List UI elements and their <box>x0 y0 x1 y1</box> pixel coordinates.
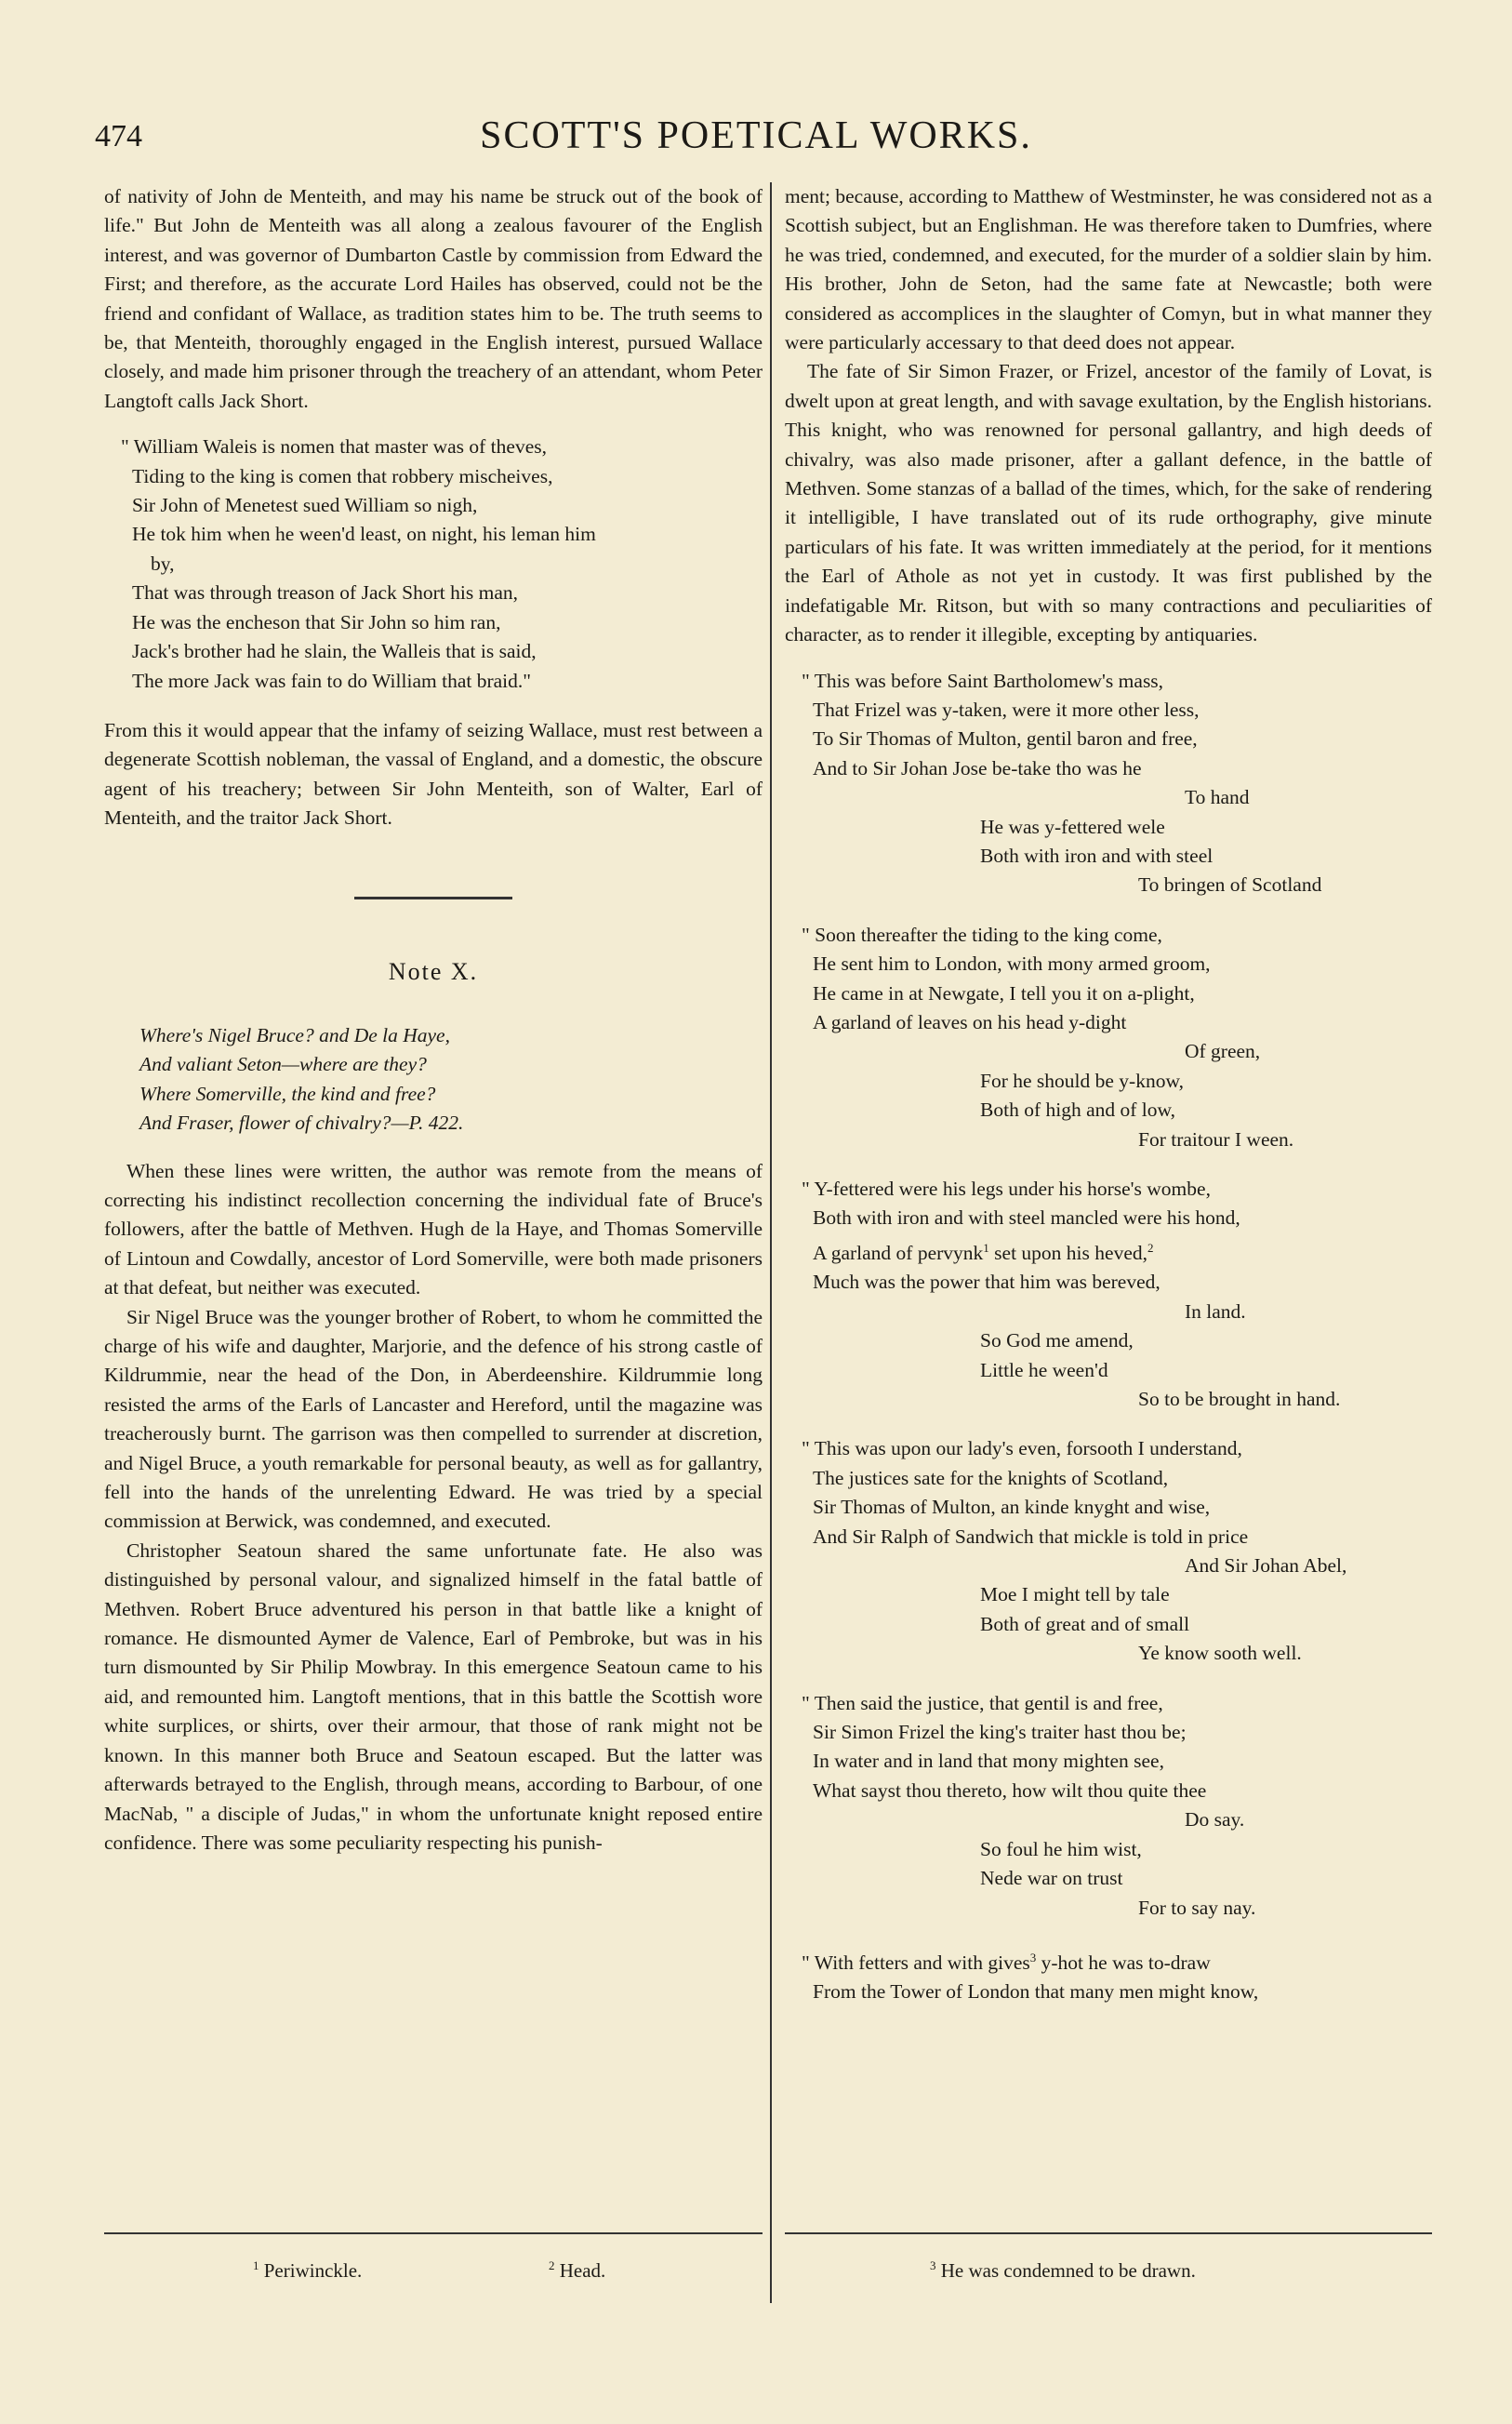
verse-line: He was y-fettered wele <box>980 815 1165 838</box>
footnote-number: 3 <box>930 2258 936 2272</box>
verse-line: " William Waleis is nomen that master was of theves, <box>121 435 547 459</box>
verse-line: Sir Thomas of Multon, an kinde knyght and wise, <box>813 1496 1211 1519</box>
verse-line: Both with iron and with steel <box>980 844 1214 867</box>
section-divider <box>354 897 512 899</box>
verse-line: To bringen of Scotland <box>1138 873 1322 897</box>
epigraph-line: Where's Nigel Bruce? and De la Haye, <box>139 1023 450 1046</box>
verse-line: " This was before Saint Bartholomew's mass, <box>802 669 1164 692</box>
verse-line: And Sir Johan Abel, <box>1185 1554 1347 1578</box>
ballad-stanza <box>785 921 1432 1154</box>
verse-line: He was the encheson that Sir John so him ran, <box>132 610 501 633</box>
verse-line: Tiding to the king is comen that robbery mischeives, <box>132 464 553 487</box>
verse-text: y-hot he was to-draw <box>1041 1951 1211 1975</box>
footnote-marker: 1 <box>983 1240 989 1255</box>
verse-line: Much was the power that him was bereved, <box>813 1271 1161 1294</box>
column-divider <box>770 182 772 2303</box>
footnote <box>549 2258 605 2283</box>
verse-line <box>785 1943 1432 1978</box>
verse-line: " Soon thereafter the tiding to the king come, <box>802 923 1162 946</box>
verse-line: Moe I might tell by tale <box>980 1583 1170 1606</box>
verse-line: To hand <box>1185 786 1250 809</box>
verse-line: " Y-fettered were his legs under his horse's wombe, <box>802 1178 1211 1200</box>
verse-quote <box>104 433 763 696</box>
verse-line: That Frizel was y-taken, were it more other less, <box>813 698 1200 721</box>
verse-line: " This was upon our lady's even, forsooth I understand, <box>802 1437 1242 1460</box>
verse-line: So foul he him wist, <box>980 1837 1142 1860</box>
epigraph-line: And Fraser, flower of chivalry?—P. 422. <box>139 1112 464 1135</box>
verse-line: Of green, <box>1185 1040 1261 1063</box>
running-head: SCOTT'S POETICAL WORKS. <box>480 114 1032 157</box>
verse-line: In land. <box>1185 1299 1246 1323</box>
verse-line: A garland of leaves on his head y-dight <box>813 1010 1127 1033</box>
verse-line: The more Jack was fain to do William that braid." <box>132 669 532 692</box>
verse-line: In water and in land that mony mighten see, <box>813 1750 1164 1773</box>
footnote-text: Head. <box>559 2259 606 2282</box>
footnote-number: 2 <box>549 2258 555 2272</box>
verse-line: And to Sir Johan Jose be-take tho was he <box>813 756 1142 779</box>
verse-line: Sir John of Menetest sued William so nigh, <box>132 494 478 517</box>
verse-line: He tok him when he ween'd least, on night, his leman him <box>132 523 596 546</box>
verse-line: To Sir Thomas of Multon, gentil baron and free, <box>813 727 1198 751</box>
paragraph: From this it would appear that the infamy of seizing Wallace, must rest between a degenerate Scottish nobleman, the vassal of England, and a domestic, the obscure agent of his treachery; between Sir John Menteith, son of Walter, Earl of Menteith, and the traitor Jack Short. <box>104 718 763 830</box>
ballad-stanza <box>785 1943 1432 2007</box>
verse-line: Ye know sooth well. <box>1138 1642 1302 1665</box>
right-column <box>785 182 1432 2028</box>
verse-line: Nede war on trust <box>980 1867 1123 1890</box>
verse-text: A garland of pervynk <box>813 1241 984 1264</box>
verse-line: And Sir Ralph of Sandwich that mickle is told in price <box>813 1525 1249 1548</box>
paragraph: When these lines were written, the author was remote from the means of correcting his indistinct recollection concerning the individual fate of Bruce's followers, after the battle of Methven. Hugh de la Haye, and Thomas Somerville of Lintoun and Cowdally, ancestor of Lord Somerville, were both made prisoners at that defeat, but neither was executed. <box>104 1159 763 1299</box>
verse-line: Both of great and of small <box>980 1612 1190 1635</box>
paragraph: of nativity of John de Menteith, and may his name be struck out of the book of life." But John de Menteith was all along a zealous favourer of the English interest, and was governor of Dumbarton Castle by commission from Edward the First; and therefore, as the accurate Lord Hailes has observed, could not be the friend and confidant of Wallace, as tradition states him to be. The truth seems to be, that Menteith, thoroughly engaged in the English interest, pursued Wallace closely, and made him prisoner through the treachery of an attendant, whom Peter Langtoft calls Jack Short. <box>104 185 763 412</box>
left-column <box>104 182 763 1858</box>
verse-line: Jack's brother had he slain, the Walleis that is said, <box>132 640 537 663</box>
verse-line: " Then said the justice, that gentil is and free, <box>802 1691 1163 1714</box>
paragraph: Sir Nigel Bruce was the younger brother of Robert, to whom he committed the charge of his wife and daughter, Marjorie, and the defence of his strong castle of Kildrummie, near the head of the Don, in Aberdeenshire. Kildrummie long resisted the arms of the Earls of Lancaster and Hereford, until the magazine was treacherously burnt. The garrison was then compelled to surrender at discretion, and Nigel Bruce, a youth remarkable for personal beauty, as well as for gallantry, fell into the hands of the unrelenting Edward. He was tried by a special commission at Berwick, was condemned, and executed. <box>104 1305 763 1533</box>
footnote-rule <box>104 2232 763 2234</box>
verse-line <box>785 1233 1432 1269</box>
verse-line: Sir Simon Frizel the king's traiter hast thou be; <box>813 1721 1187 1744</box>
verse-line: Little he ween'd <box>980 1358 1108 1381</box>
verse-line: So to be brought in hand. <box>1138 1388 1341 1410</box>
verse-line: For traitour I ween. <box>1138 1127 1294 1151</box>
footnote-marker: 2 <box>1147 1240 1154 1255</box>
footnote-number: 1 <box>253 2258 259 2272</box>
footnote-text: He was condemned to be drawn. <box>940 2259 1196 2282</box>
footnote-text: Periwinckle. <box>263 2259 363 2282</box>
ballad-stanza <box>785 1689 1432 1923</box>
epigraph-line: And valiant Seton—where are they? <box>139 1053 427 1076</box>
verse-line: That was through treason of Jack Short his man, <box>132 581 518 605</box>
verse-line: by, <box>151 552 175 575</box>
note-title: Note X. <box>388 957 479 985</box>
paragraph: The fate of Sir Simon Frazer, or Frizel, ancestor of the family of Lovat, is dwelt upon at great length, and with savage exultation, by the English historians. This knight, who was renowned for personal gallantry, and high deeds of chivalry, was also made prisoner, after a gallant defence, in the battle of Methven. Some stanzas of a ballad of the times, which, for the sake of rendering it intelligible, I have translated out of its rude orthography, give minute particulars of his fate. It was written immediately at the period, for it mentions the Earl of Athole as not yet in custody. It was first published by the indefatigable Mr. Ritson, but with so many contractions and peculiarities of character, as to render it illegible, excepting by antiquaries. <box>785 360 1432 646</box>
verse-line: So God me amend, <box>980 1329 1134 1352</box>
verse-line: For to say nay. <box>1138 1896 1256 1919</box>
verse-line: For he should be y-know, <box>980 1069 1184 1092</box>
verse-line: Do say. <box>1185 1808 1245 1831</box>
page-number: 474 <box>95 119 142 153</box>
verse-line: Both with iron and with steel mancled were his hond, <box>813 1206 1240 1230</box>
footnote <box>253 2258 362 2283</box>
verse-line: Both of high and of low, <box>980 1099 1176 1122</box>
verse-line: What sayst thou thereto, how wilt thou quite thee <box>813 1778 1207 1802</box>
footnote-rule <box>785 2232 1432 2234</box>
footnote-marker: 3 <box>1029 1950 1037 1965</box>
epigraph-line: Where Somerville, the kind and free? <box>139 1082 436 1105</box>
verse-text: set upon his heved, <box>994 1241 1147 1264</box>
verse-line: From the Tower of London that many men might know, <box>813 1980 1259 2004</box>
ballad-stanza <box>785 667 1432 900</box>
ballad-stanza <box>785 1434 1432 1668</box>
verse-line: He sent him to London, with mony armed groom, <box>813 952 1211 976</box>
note-epigraph <box>139 1021 763 1139</box>
paragraph: ment; because, according to Matthew of Westminster, he was considered not as a Scottish subject, but an Englishman. He was therefore taken to Dumfries, where he was tried, condemned, and executed, for the murder of a soldier slain by him. His brother, John de Seton, had the same fate at Newcastle; both were considered as accomplices in the slaughter of Comyn, but in what manner they were particularly accessary to that deed does not appear. <box>785 185 1432 354</box>
verse-line: He came in at Newgate, I tell you it on a-plight, <box>813 981 1195 1005</box>
verse-line: The justices sate for the knights of Scotland, <box>813 1466 1169 1489</box>
footnote <box>930 2258 1196 2283</box>
verse-text: " With fetters and with gives <box>802 1951 1030 1975</box>
paragraph: Christopher Seatoun shared the same unfortunate fate. He also was distinguished by personal valour, and signalized himself in the fatal battle of Methven. Robert Bruce adventured his person in that battle like a knight of romance. He dismounted Aymer de Valence, Earl of Pembroke, but was in his turn dismounted by Sir Philip Mowbray. In this emergence Seatoun came to his aid, and remounted him. Langtoft mentions, that in this battle the Scottish wore white surplices, or shirts, over their armour, that those of rank might not be known. In this manner both Bruce and Seatoun escaped. But the latter was afterwards betrayed to the English, through means, according to Barbour, of one MacNab, " a disciple of Judas," in whom the unfortunate knight reposed entire confidence. There was some peculiarity respecting his punish- <box>104 1538 763 1854</box>
ballad-stanza <box>785 1175 1432 1414</box>
